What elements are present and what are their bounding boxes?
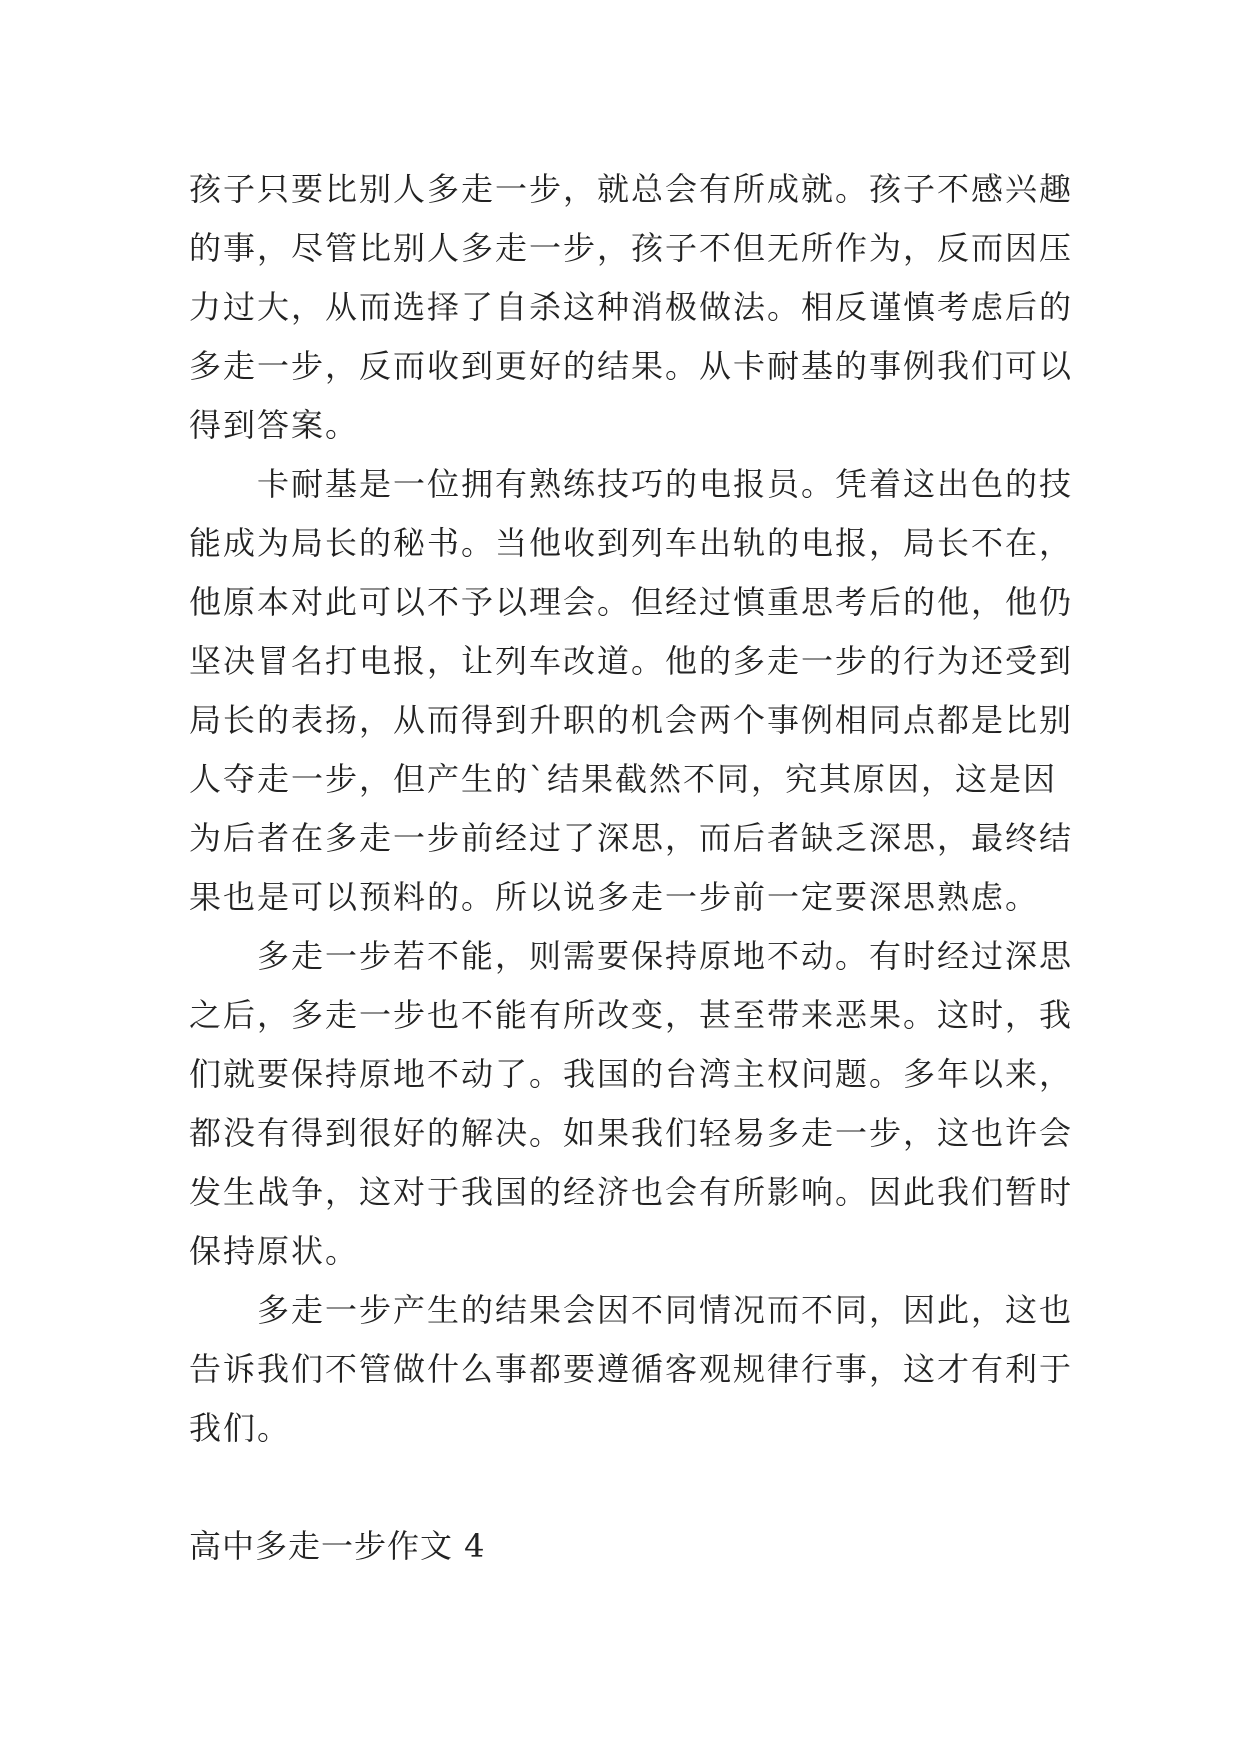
paragraph-first-line: 多走一步产生的结果会因不同情况而不同，因此，这也 [257,1291,1074,1329]
text-line: 坚决冒名打电报，让列车改道。他的多走一步的行为还受到 [189,642,1074,680]
text-line: 孩子只要比别人多走一步，就总会有所成就。孩子不感兴趣 [189,170,1074,208]
text-line: 多走一步，反而收到更好的结果。从卡耐基的事例我们可以 [189,347,1074,385]
text-line: 果也是可以预料的。所以说多走一步前一定要深思熟虑。 [189,878,1040,916]
text-line: 发生战争，这对于我国的经济也会有所影响。因此我们暂时 [189,1173,1074,1211]
text-line: 之后，多走一步也不能有所改变，甚至带来恶果。这时，我 [189,996,1074,1034]
text-line: 局长的表扬，从而得到升职的机会两个事例相同点都是比别 [189,701,1074,739]
text-line: 他原本对此可以不予以理会。但经过慎重思考后的他，他仍 [189,583,1074,621]
text-line: 力过大，从而选择了自杀这种消极做法。相反谨慎考虑后的 [189,288,1074,326]
blank-line [189,1458,1055,1517]
text-line: 都没有得到很好的解决。如果我们轻易多走一步，这也许会 [189,1114,1074,1152]
paragraph-first-line: 多走一步若不能，则需要保持原地不动。有时经过深思 [257,937,1074,975]
paragraph-first-line: 卡耐基是一位拥有熟练技巧的电报员。凭着这出色的技 [257,465,1074,503]
text-line: 保持原状。 [189,1232,360,1270]
text-line: 的事，尽管比别人多走一步，孩子不但无所作为，反而因压 [189,229,1074,267]
text-line: 能成为局长的秘书。当他收到列车出轨的电报，局长不在， [189,524,1074,562]
text-line: 告诉我们不管做什么事都要遵循客观规律行事，这才有利于 [189,1350,1074,1388]
essay-body [189,160,1074,1576]
text-line: 得到答案。 [189,406,360,444]
text-line: 为后者在多走一步前经过了深思，而后者缺乏深思，最终结 [189,819,1074,857]
text-line: 人夺走一步，但产生的`结果截然不同，究其原因，这是因 [189,760,1058,798]
section-heading: 高中多走一步作文 4 [189,1527,486,1565]
text-line: 我们。 [189,1409,292,1447]
text-line: 们就要保持原地不动了。我国的台湾主权问题。多年以来， [189,1055,1074,1093]
